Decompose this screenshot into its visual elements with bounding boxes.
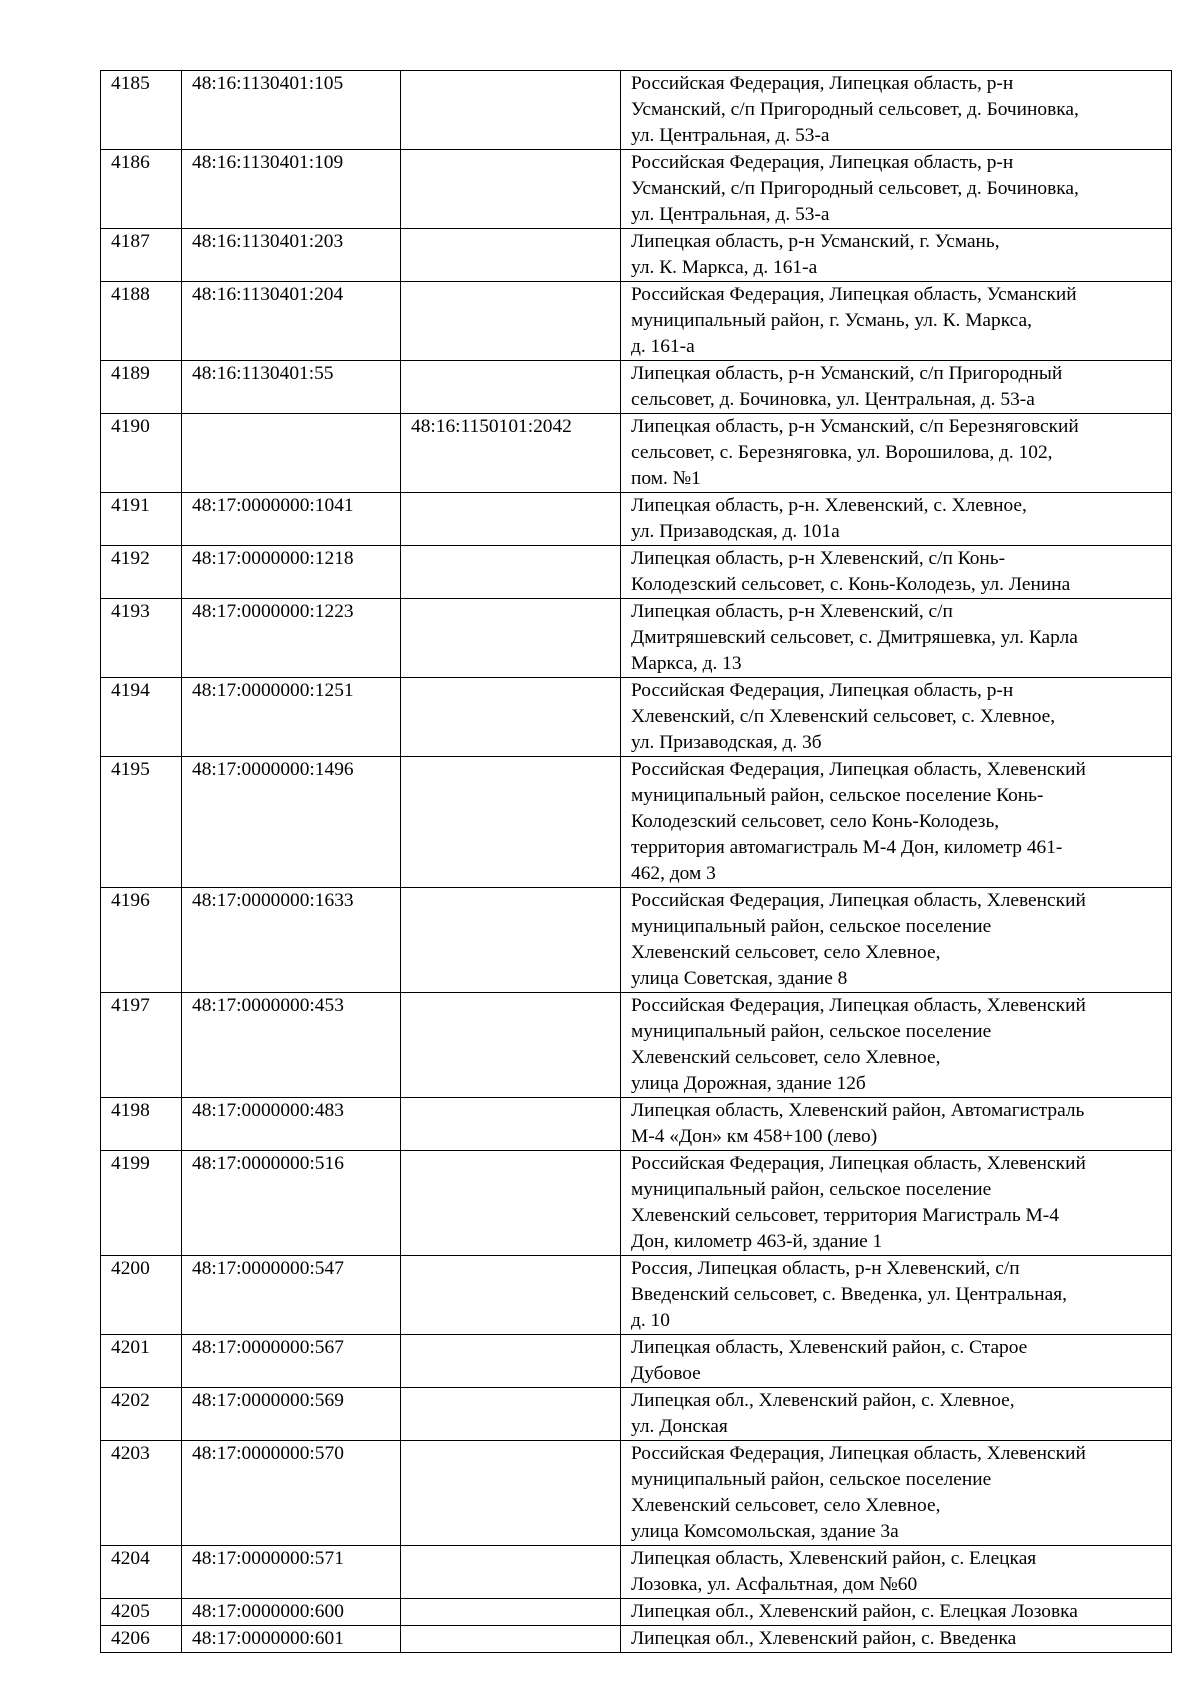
land-cadastral-number-cell: 48:17:0000000:569 — [182, 1388, 401, 1441]
row-number-cell: 4201 — [101, 1335, 182, 1388]
row-number-cell: 4193 — [101, 599, 182, 678]
row-number-cell: 4191 — [101, 493, 182, 546]
table-row — [101, 414, 1172, 493]
address-cell: Липецкая область, Хлевенский район, с. Старое Дубовое — [621, 1335, 1172, 1388]
table-row — [101, 1441, 1172, 1546]
table-row — [101, 599, 1172, 678]
land-cadastral-number-cell: 48:17:0000000:483 — [182, 1098, 401, 1151]
building-cadastral-number-cell — [401, 546, 621, 599]
row-number-cell: 4192 — [101, 546, 182, 599]
table-row — [101, 229, 1172, 282]
building-cadastral-number-cell — [401, 888, 621, 993]
table-row — [101, 1388, 1172, 1441]
land-cadastral-number-cell: 48:17:0000000:547 — [182, 1256, 401, 1335]
land-cadastral-number-cell: 48:16:1130401:105 — [182, 71, 401, 150]
building-cadastral-number-cell — [401, 1441, 621, 1546]
row-number-cell: 4185 — [101, 71, 182, 150]
row-number-cell: 4204 — [101, 1546, 182, 1599]
row-number-cell: 4186 — [101, 150, 182, 229]
table-row — [101, 150, 1172, 229]
land-cadastral-number-cell: 48:17:0000000:570 — [182, 1441, 401, 1546]
land-cadastral-number-cell: 48:17:0000000:1496 — [182, 757, 401, 888]
table-row — [101, 757, 1172, 888]
address-cell: Липецкая область, р-н Усманский, с/п Березняговский сельсовет, с. Березняговка, ул. Ворошилова, д. 102, пом. №1 — [621, 414, 1172, 493]
row-number-cell: 4194 — [101, 678, 182, 757]
address-cell: Липецкая область, р-н Усманский, с/п Пригородный сельсовет, д. Бочиновка, ул. Центральная, д. 53-а — [621, 361, 1172, 414]
table-body — [101, 71, 1172, 1653]
row-number-cell: 4189 — [101, 361, 182, 414]
building-cadastral-number-cell — [401, 599, 621, 678]
address-cell: Липецкая обл., Хлевенский район, с. Хлевное, ул. Донская — [621, 1388, 1172, 1441]
row-number-cell: 4200 — [101, 1256, 182, 1335]
building-cadastral-number-cell — [401, 229, 621, 282]
address-cell: Российская Федерация, Липецкая область, Хлевенский муниципальный район, сельское поселение Конь- Колодезский сельсовет, село Конь-Колодезь, территория автомагистраль М-4 Дон, километр 461- 462, дом 3 — [621, 757, 1172, 888]
address-cell: Российская Федерация, Липецкая область, Хлевенский муниципальный район, сельское поселение Хлевенский сельсовет, село Хлевное, улица Комсомольская, здание 3а — [621, 1441, 1172, 1546]
building-cadastral-number-cell — [401, 282, 621, 361]
address-cell: Россия, Липецкая область, р-н Хлевенский, с/п Введенский сельсовет, с. Введенка, ул. Центральная, д. 10 — [621, 1256, 1172, 1335]
land-cadastral-number-cell — [182, 414, 401, 493]
building-cadastral-number-cell — [401, 1335, 621, 1388]
land-cadastral-number-cell: 48:16:1130401:109 — [182, 150, 401, 229]
address-cell: Российская Федерация, Липецкая область, Усманский муниципальный район, г. Усмань, ул. К. Маркса, д. 161-а — [621, 282, 1172, 361]
table-row — [101, 71, 1172, 150]
address-cell: Липецкая область, р-н Усманский, г. Усмань, ул. К. Маркса, д. 161-а — [621, 229, 1172, 282]
address-cell: Липецкая область, Хлевенский район, с. Елецкая Лозовка, ул. Асфальтная, дом №60 — [621, 1546, 1172, 1599]
land-cadastral-number-cell: 48:17:0000000:600 — [182, 1599, 401, 1626]
address-cell: Липецкая область, Хлевенский район, Автомагистраль М-4 «Дон» км 458+100 (лево) — [621, 1098, 1172, 1151]
row-number-cell: 4199 — [101, 1151, 182, 1256]
table-row — [101, 546, 1172, 599]
table-row — [101, 1256, 1172, 1335]
address-cell: Липецкая область, р-н Хлевенский, с/п Конь- Колодезский сельсовет, с. Конь-Колодезь, ул. Ленина — [621, 546, 1172, 599]
building-cadastral-number-cell — [401, 1151, 621, 1256]
address-cell: Липецкая обл., Хлевенский район, с. Введенка — [621, 1626, 1172, 1653]
address-cell: Российская Федерация, Липецкая область, р-н Усманский, с/п Пригородный сельсовет, д. Бочиновка, ул. Центральная, д. 53-а — [621, 150, 1172, 229]
document-page — [100, 70, 1171, 1653]
building-cadastral-number-cell — [401, 1388, 621, 1441]
address-cell: Российская Федерация, Липецкая область, Хлевенский муниципальный район, сельское поселение Хлевенский сельсовет, село Хлевное, улица Дорожная, здание 12б — [621, 993, 1172, 1098]
building-cadastral-number-cell — [401, 71, 621, 150]
building-cadastral-number-cell — [401, 757, 621, 888]
row-number-cell: 4203 — [101, 1441, 182, 1546]
land-cadastral-number-cell: 48:17:0000000:1218 — [182, 546, 401, 599]
land-cadastral-number-cell: 48:17:0000000:516 — [182, 1151, 401, 1256]
building-cadastral-number-cell — [401, 678, 621, 757]
row-number-cell: 4190 — [101, 414, 182, 493]
building-cadastral-number-cell — [401, 993, 621, 1098]
row-number-cell: 4197 — [101, 993, 182, 1098]
row-number-cell: 4196 — [101, 888, 182, 993]
table-row — [101, 1151, 1172, 1256]
table-row — [101, 1546, 1172, 1599]
row-number-cell: 4187 — [101, 229, 182, 282]
building-cadastral-number-cell — [401, 150, 621, 229]
address-cell: Российская Федерация, Липецкая область, р-н Хлевенский, с/п Хлевенский сельсовет, с. Хлевное, ул. Призаводская, д. 3б — [621, 678, 1172, 757]
building-cadastral-number-cell — [401, 1546, 621, 1599]
table-row — [101, 888, 1172, 993]
building-cadastral-number-cell — [401, 361, 621, 414]
table-row — [101, 993, 1172, 1098]
land-cadastral-number-cell: 48:16:1130401:55 — [182, 361, 401, 414]
row-number-cell: 4205 — [101, 1599, 182, 1626]
address-cell: Липецкая обл., Хлевенский район, с. Елецкая Лозовка — [621, 1599, 1172, 1626]
address-cell: Российская Федерация, Липецкая область, Хлевенский муниципальный район, сельское поселение Хлевенский сельсовет, территория Магистраль М-4 Дон, километр 463-й, здание 1 — [621, 1151, 1172, 1256]
row-number-cell: 4198 — [101, 1098, 182, 1151]
row-number-cell: 4188 — [101, 282, 182, 361]
table-row — [101, 493, 1172, 546]
land-cadastral-number-cell: 48:17:0000000:601 — [182, 1626, 401, 1653]
building-cadastral-number-cell — [401, 1626, 621, 1653]
table-row — [101, 678, 1172, 757]
building-cadastral-number-cell: 48:16:1150101:2042 — [401, 414, 621, 493]
land-cadastral-number-cell: 48:17:0000000:1223 — [182, 599, 401, 678]
address-cell: Липецкая область, р-н. Хлевенский, с. Хлевное, ул. Призаводская, д. 101а — [621, 493, 1172, 546]
address-cell: Липецкая область, р-н Хлевенский, с/п Дмитряшевский сельсовет, с. Дмитряшевка, ул. Карла Маркса, д. 13 — [621, 599, 1172, 678]
building-cadastral-number-cell — [401, 1098, 621, 1151]
land-cadastral-number-cell: 48:16:1130401:204 — [182, 282, 401, 361]
table-row — [101, 1626, 1172, 1653]
land-cadastral-number-cell: 48:17:0000000:1041 — [182, 493, 401, 546]
address-cell: Российская Федерация, Липецкая область, р-н Усманский, с/п Пригородный сельсовет, д. Бочиновка, ул. Центральная, д. 53-а — [621, 71, 1172, 150]
row-number-cell: 4206 — [101, 1626, 182, 1653]
land-cadastral-number-cell: 48:16:1130401:203 — [182, 229, 401, 282]
land-cadastral-number-cell: 48:17:0000000:567 — [182, 1335, 401, 1388]
table-row — [101, 1098, 1172, 1151]
table-row — [101, 1335, 1172, 1388]
row-number-cell: 4202 — [101, 1388, 182, 1441]
building-cadastral-number-cell — [401, 1256, 621, 1335]
address-cell: Российская Федерация, Липецкая область, Хлевенский муниципальный район, сельское поселение Хлевенский сельсовет, село Хлевное, улица Советская, здание 8 — [621, 888, 1172, 993]
table-row — [101, 361, 1172, 414]
land-cadastral-number-cell: 48:17:0000000:1633 — [182, 888, 401, 993]
property-table — [100, 70, 1172, 1653]
land-cadastral-number-cell: 48:17:0000000:571 — [182, 1546, 401, 1599]
land-cadastral-number-cell: 48:17:0000000:1251 — [182, 678, 401, 757]
building-cadastral-number-cell — [401, 493, 621, 546]
building-cadastral-number-cell — [401, 1599, 621, 1626]
table-row — [101, 1599, 1172, 1626]
table-row — [101, 282, 1172, 361]
row-number-cell: 4195 — [101, 757, 182, 888]
land-cadastral-number-cell: 48:17:0000000:453 — [182, 993, 401, 1098]
